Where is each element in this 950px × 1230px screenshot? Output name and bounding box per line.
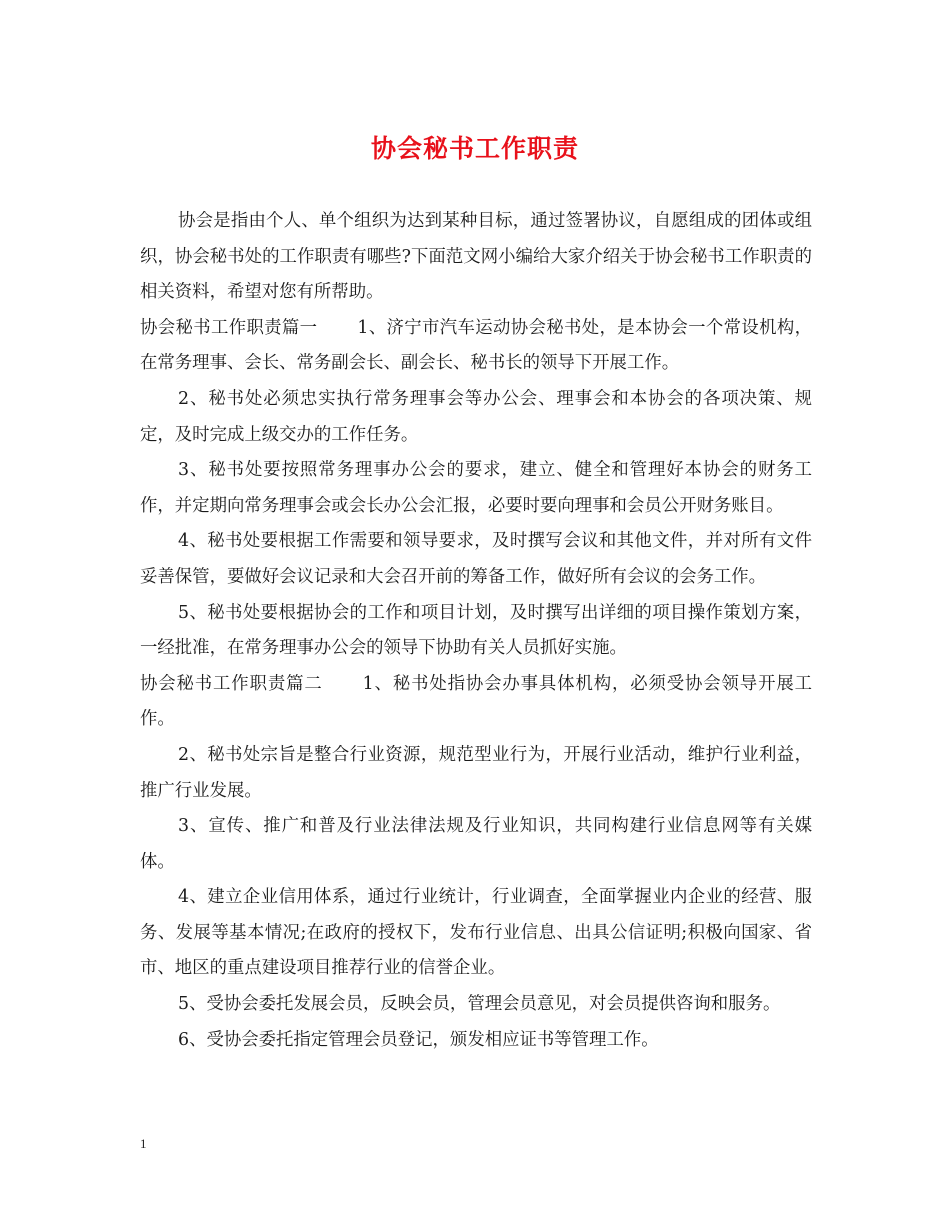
page-number: 1: [140, 1136, 147, 1151]
section-1-heading: 协会秘书工作职责篇一: [140, 317, 318, 338]
intro-paragraph: 协会是指由个人、单个组织为达到某种目标，通过签署协议，自愿组成的团体或组织，协会秘书处的工作职责有哪些?下面范文网小编给大家介绍关于协会秘书工作职责的相关资料，希望对您有所帮助。: [140, 211, 812, 303]
section-2-item-5: 5、受协会委托发展会员，反映会员，管理会员意见，对会员提供咨询和服务。: [178, 994, 781, 1015]
section-1-item-3: 3、秘书处要按照常务理事办公会的要求，建立、健全和管理好本协会的财务工作，并定期向常务理事会或会长办公会汇报，必要时要向理事和会员公开财务账目。: [140, 460, 812, 516]
section-2-item-2: 2、秘书处宗旨是整合行业资源，规范型业行为，开展行业活动，维护行业利益，推广行业发展。: [140, 744, 812, 801]
document-title: 协会秘书工作职责: [370, 134, 579, 163]
section-1-item-2: 2、秘书处必须忠实执行常务理事会等办公会、理事会和本协会的各项决策、规定，及时完成上级交办的工作任务。: [140, 388, 812, 445]
section-2-item-6: 6、受协会委托指定管理会员登记，颁发相应证书等管理工作。: [178, 1029, 659, 1050]
section-1-item-4: 4、秘书处要根据工作需要和领导要求，及时撰写会议和其他文件，并对所有文件妥善保管，要做好会议记录和大会召开前的筹备工作，做好所有会议的会务工作。: [140, 531, 812, 587]
section-2-item-4: 4、建立企业信用体系，通过行业统计，行业调查，全面掌握业内企业的经营、服务、发展等基本情况;在政府的授权下，发布行业信息、出具公信证明;积极向国家、省市、地区的重点建设项目推荐行业的信誉企业。: [140, 887, 812, 979]
section-2-item-1: 1、秘书处指协会办事具体机构，必须受协会领导开展工作。: [140, 673, 812, 730]
section-2-heading: 协会秘书工作职责篇二: [140, 673, 323, 694]
section-1-item-5: 5、秘书处要根据协会的工作和项目计划，及时撰写出详细的项目操作策划方案，一经批准，在常务理事办公会的领导下协助有关人员抓好实施。: [140, 602, 812, 659]
section-1-first-paragraph: [140, 311, 812, 382]
section-1-item-1: 1、济宁市汽车运动协会秘书处，是本协会一个常设机构，在常务理事、会长、常务副会长、副会长、秘书长的领导下开展工作。: [140, 317, 812, 374]
section-2-first-paragraph: [140, 667, 812, 738]
document-body: [140, 204, 812, 1058]
section-2-item-3: 3、宣传、推广和普及行业法律法规及行业知识，共同构建行业信息网等有关媒体。: [140, 816, 812, 872]
